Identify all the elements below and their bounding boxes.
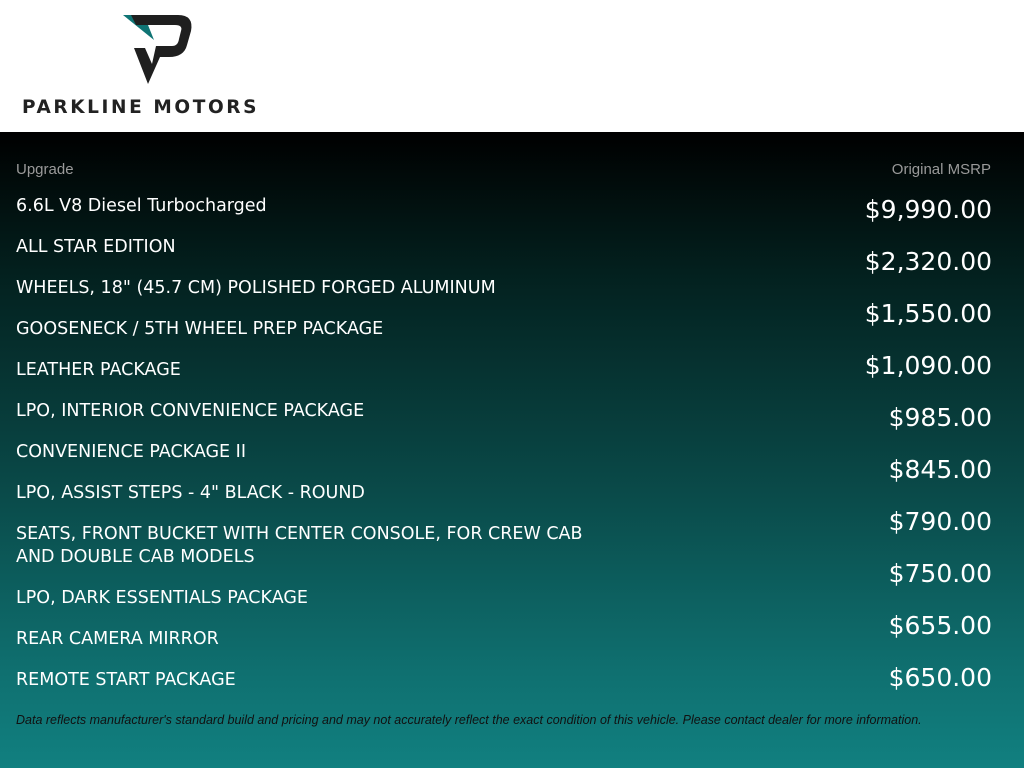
upgrade-item: REAR CAMERA MIRROR	[16, 629, 219, 649]
disclaimer: Data reflects manufacturer's standard build and pricing and may not accurately reflect the exact condition of this vehicle. Please contact dealer for more information.	[16, 713, 922, 727]
msrp-price: $9,990.00	[864, 195, 992, 224]
upgrade-item: CONVENIENCE PACKAGE II	[16, 442, 247, 462]
msrp-price: $1,550.00	[864, 299, 992, 328]
msrp-price: $750.00	[888, 559, 992, 588]
upgrade-item: 6.6L V8 Diesel Turbocharged	[16, 196, 267, 216]
upgrade-list	[16, 195, 596, 710]
upgrade-item: LPO, INTERIOR CONVENIENCE PACKAGE	[16, 401, 365, 421]
price-list	[732, 194, 992, 714]
upgrade-item: SEATS, FRONT BUCKET WITH CENTER CONSOLE, FOR CREW CAB AND DOUBLE CAB MODELS	[16, 524, 583, 567]
msrp-price: $2,320.00	[864, 247, 992, 276]
msrp-price: $655.00	[888, 611, 992, 640]
msrp-price: $790.00	[888, 507, 992, 536]
msrp-price: $985.00	[888, 403, 992, 432]
upgrade-item: GOOSENECK / 5TH WHEEL PREP PACKAGE	[16, 319, 384, 339]
upgrade-column-header: Upgrade	[16, 161, 74, 178]
upgrade-item: REMOTE START PACKAGE	[16, 670, 236, 690]
msrp-column-header: Original MSRP	[891, 161, 991, 178]
msrp-price: $650.00	[888, 663, 992, 692]
upgrades-panel	[0, 132, 1024, 768]
upgrade-item: LPO, ASSIST STEPS - 4" BLACK - ROUND	[16, 483, 365, 503]
upgrade-item: ALL STAR EDITION	[16, 237, 176, 257]
header	[0, 0, 1024, 132]
upgrade-item: WHEELS, 18" (45.7 CM) POLISHED FORGED ALUMINUM	[16, 278, 496, 298]
msrp-price: $845.00	[888, 455, 992, 484]
upgrade-item: LEATHER PACKAGE	[16, 360, 181, 380]
parkline-p-logo-icon	[120, 12, 194, 86]
brand-name: PARKLINE MOTORS	[22, 97, 260, 118]
msrp-price: $1,090.00	[864, 351, 992, 380]
upgrade-item: LPO, DARK ESSENTIALS PACKAGE	[16, 588, 308, 608]
